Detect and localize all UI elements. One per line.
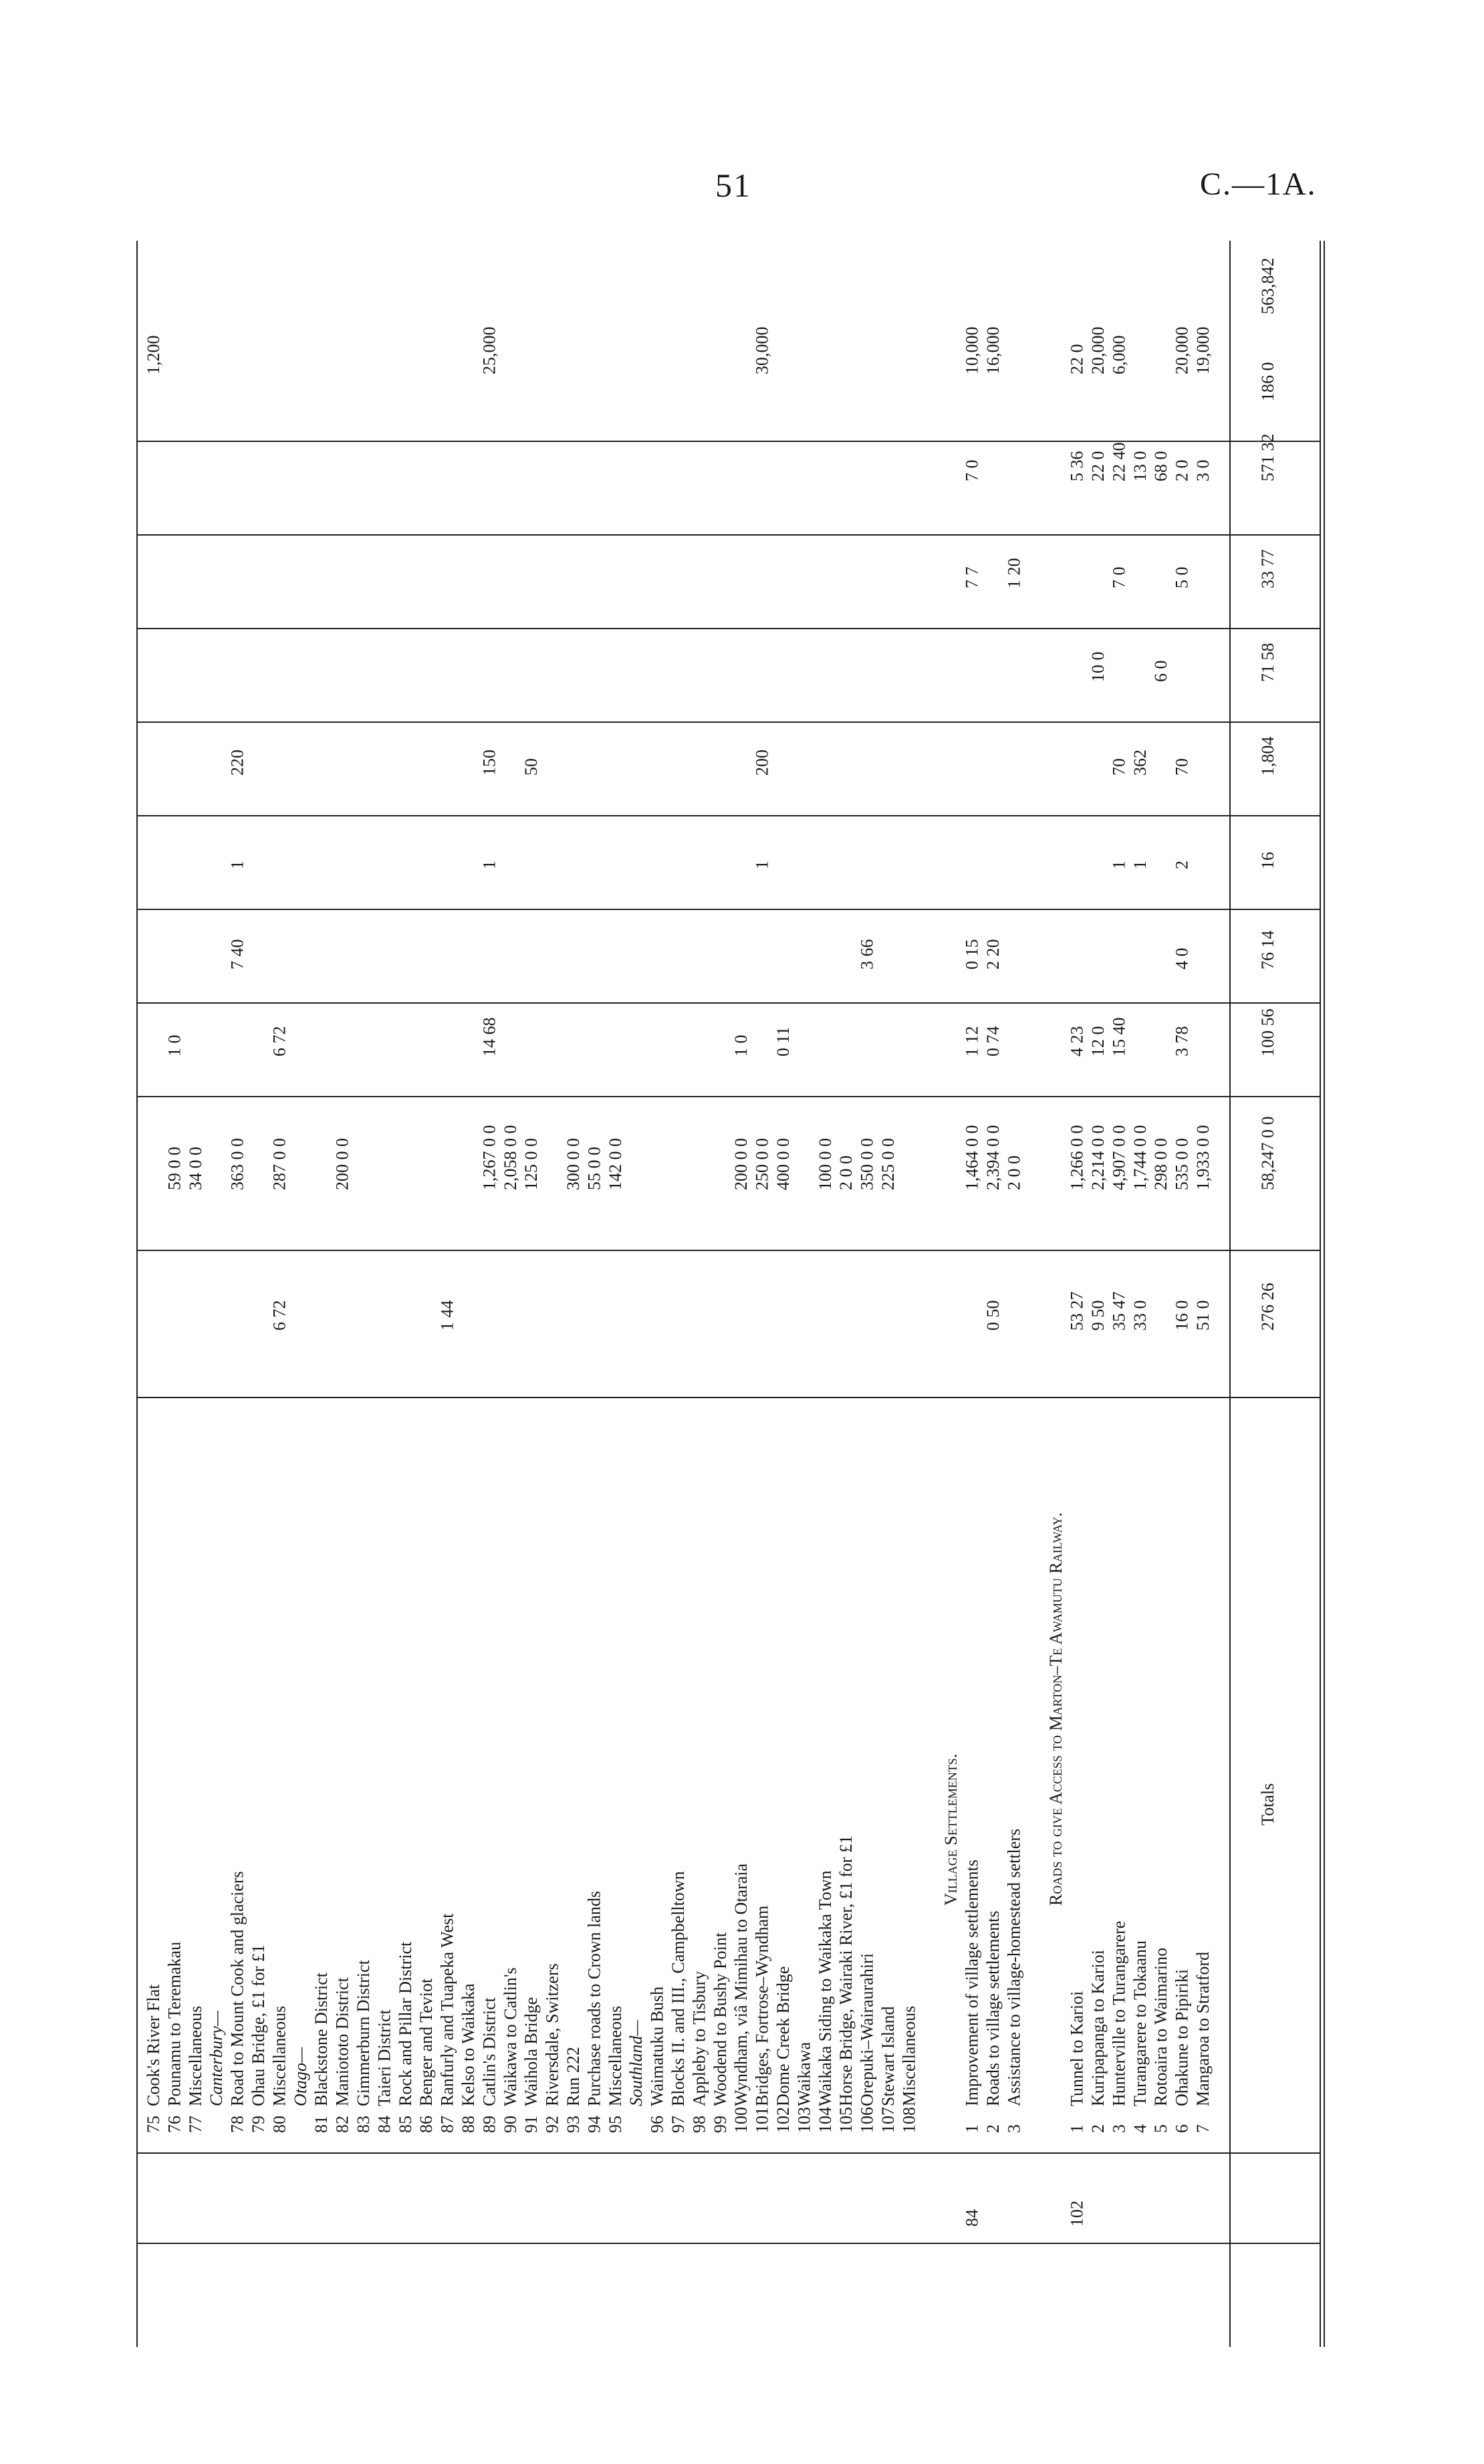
cell-name: Bridges, Fortrose–Wyndham: [752, 1905, 772, 2106]
cell-c1: 0 50: [983, 1300, 1003, 1331]
cell-c1: 9 50: [1088, 1300, 1108, 1331]
cell-name: Cook's River Flat: [144, 1984, 163, 2106]
cell-c10: 10,000: [962, 326, 982, 374]
cell-c4: 3 66: [857, 939, 877, 970]
cell-no: 84: [374, 2116, 394, 2133]
cell-no: 6: [1172, 2124, 1192, 2133]
table-cells: [144, 258, 1277, 2227]
cell-c2: 2 0 0: [1004, 1155, 1024, 1190]
cell-c4: 4 0: [1172, 947, 1192, 970]
cell-c1: 51 0: [1193, 1300, 1213, 1331]
cell-c2: 59 0 0: [164, 1147, 184, 1190]
rotated-table: [137, 241, 1324, 2347]
cell-c10: 1,200: [144, 335, 163, 374]
cell-c10: 25,000: [479, 326, 499, 374]
totals-c9: 571 32: [1258, 433, 1277, 481]
cell-no: 1: [1067, 2124, 1087, 2133]
cell-c2: 2 0 0: [836, 1155, 856, 1190]
cell-no: 90: [500, 2116, 520, 2133]
cell-name: Kelso to Waikaka: [459, 1983, 478, 2106]
cell-name: Ranfurly and Tuapeka West: [437, 1913, 457, 2106]
cell-no: 78: [227, 2116, 247, 2133]
cell-c9: 3 0: [1193, 459, 1213, 481]
cell-name: Dome Creek Bridge: [773, 1966, 793, 2106]
cell-name: Appleby to Tisbury: [689, 1971, 709, 2106]
cell-c8: 7 7: [962, 566, 982, 588]
cell-no: 91: [521, 2116, 541, 2133]
totals-c7: 71 58: [1258, 643, 1277, 682]
cell-name: Turangarere to Tokaanu: [1130, 1940, 1150, 2106]
cell-name: Waikawa to Catlin's: [500, 1967, 520, 2106]
cell-c5: 1: [752, 861, 772, 869]
cell-c2: 125 0 0: [521, 1138, 541, 1190]
cell-name: Gimmerburn District: [354, 1960, 373, 2106]
cell-no: 102: [773, 2107, 793, 2133]
cell-c6: 220: [227, 750, 247, 776]
cell-c3: 0 74: [983, 1026, 1003, 1056]
cell-name: Improvement of village settlements: [962, 1860, 982, 2106]
cell-name: Taieri District: [374, 2009, 394, 2106]
cell-name: Orepuki–Wairaurahiri: [857, 1953, 877, 2106]
cell-c2: 1,933 0 0: [1193, 1125, 1213, 1190]
cell-c1: 53 27: [1067, 1291, 1087, 1331]
totals-c5: 16: [1258, 852, 1277, 869]
cell-no: 3: [1109, 2124, 1129, 2133]
cell-name: Roads to village settlements: [983, 1910, 1003, 2106]
cell-c1: 6 72: [269, 1300, 289, 1331]
cell-name: Run 222: [564, 2047, 583, 2106]
cell-c3: 12 0: [1088, 1026, 1108, 1056]
document-code: C.—1A.: [1200, 166, 1317, 202]
cell-name: Waihola Bridge: [521, 1997, 541, 2106]
cell-c2: 200 0 0: [731, 1138, 751, 1190]
cell-c9: 5 36: [1067, 451, 1087, 481]
cell-c6: 362: [1130, 750, 1150, 776]
cell-c8: 1 20: [1004, 558, 1024, 588]
cell-c2: 225 0 0: [878, 1138, 898, 1190]
cell-c10: 16,000: [983, 326, 1003, 374]
cell-name: Pounamu to Teremakau: [164, 1941, 184, 2106]
cell-name: Waimatuku Bush: [647, 1986, 667, 2106]
cell-c9: 13 0: [1130, 451, 1150, 481]
cell-no: 100: [731, 2107, 751, 2133]
cell-c10: 22 0: [1067, 344, 1087, 374]
cell-name: Hunterville to Turangarere: [1109, 1920, 1129, 2106]
cell-c2: 363 0 0: [227, 1138, 247, 1190]
cell-no: 88: [459, 2116, 478, 2133]
cell-name: Ohau Bridge, £1 for £1: [249, 1944, 268, 2106]
cell-name: Miscellaneous: [269, 2005, 289, 2106]
cell-no: 2: [1088, 2124, 1108, 2133]
cell-name: Road to Mount Cook and glaciers: [227, 1871, 247, 2106]
totals-c10: 186 0: [1258, 362, 1277, 401]
totals-c1: 276 26: [1258, 1282, 1277, 1331]
cell-c2: 535 0 0: [1172, 1138, 1192, 1190]
cell-v: 84: [962, 2209, 982, 2227]
cell-c5: 1: [1109, 861, 1129, 869]
cell-c2: 4,907 0 0: [1109, 1125, 1129, 1190]
cell-c10: 20,000: [1172, 326, 1192, 374]
cell-c3: 4 23: [1067, 1026, 1087, 1056]
cell-c4: 2 20: [983, 939, 1003, 970]
cell-no: 105: [836, 2107, 856, 2133]
cell-name: Miscellaneous: [899, 2005, 919, 2106]
cell-c2: 2,214 0 0: [1088, 1125, 1108, 1190]
cell-name: Rotoaira to Waimarino: [1151, 1947, 1171, 2106]
cell-c10: 30,000: [752, 326, 772, 374]
cell-c5: 1: [227, 861, 247, 869]
totals-c4: 76 14: [1258, 930, 1277, 970]
cell-c2: 55 0 0: [584, 1147, 604, 1190]
cell-c3: 1 0: [731, 1034, 751, 1056]
cell-c2: 2,394 0 0: [983, 1125, 1003, 1190]
cell-c9: 22 0: [1088, 451, 1108, 481]
cell-c2: 1,266 0 0: [1067, 1125, 1087, 1190]
cell-c2: 350 0 0: [857, 1138, 877, 1190]
cell-c2: 400 0 0: [773, 1138, 793, 1190]
cell-c10: 19,000: [1193, 326, 1213, 374]
cell-c2: 298 0 0: [1151, 1138, 1171, 1190]
cell-c6: 200: [752, 750, 772, 776]
cell-no: 81: [312, 2116, 332, 2133]
cell-c10: 20,000: [1088, 326, 1108, 374]
cell-no: 97: [668, 2116, 688, 2133]
cell-c2: 1,267 0 0: [479, 1125, 499, 1190]
cell-name: Catlin's District: [479, 1997, 499, 2106]
cell-c2: 100 0 0: [815, 1138, 835, 1190]
cell-c6: 70: [1109, 758, 1129, 776]
cell-name: Otago—: [290, 2047, 310, 2106]
cell-name: Maniototo District: [332, 1977, 352, 2106]
totals-c3: 100 56: [1258, 1008, 1277, 1056]
totals-c8: 33 77: [1258, 549, 1277, 588]
cell-name: Horse Bridge, Wairaki River, £1 for £1: [836, 1835, 856, 2106]
cell-no: 75: [144, 2116, 163, 2133]
cell-c8: 7 0: [1109, 566, 1129, 588]
cell-no: 107: [878, 2107, 898, 2133]
cell-no: 92: [542, 2116, 562, 2133]
totals-c2: 58,247 0 0: [1258, 1116, 1277, 1190]
cell-c1: 35 47: [1109, 1291, 1129, 1331]
cell-c6: 70: [1172, 758, 1192, 776]
cell-no: 4: [1130, 2124, 1150, 2133]
cell-name: Wyndham, viâ Mimihau to Otaraia: [731, 1863, 751, 2106]
cell-c6: 50: [521, 758, 541, 776]
cell-c8: 5 0: [1172, 566, 1192, 588]
cell-name: Kuripapanga to Karioi: [1088, 1950, 1108, 2106]
cell-no: 103: [794, 2107, 814, 2133]
totals-label: Totals: [1258, 1783, 1277, 1825]
cell-no: 95: [605, 2116, 625, 2133]
cell-c1: 33 0: [1130, 1300, 1150, 1331]
cell-c2: 300 0 0: [564, 1138, 583, 1190]
cell-name: Blackstone District: [312, 1972, 332, 2106]
cell-c5: 1: [479, 861, 499, 869]
cell-c2: 1,744 0 0: [1130, 1125, 1150, 1190]
cell-c7: 6 0: [1151, 660, 1171, 682]
cell-name: Tunnel to Karioi: [1067, 1991, 1087, 2106]
cell-c2: 2,058 0 0: [500, 1125, 520, 1190]
cell-c3: 3 78: [1172, 1026, 1192, 1056]
cell-name: Village Settlements.: [941, 1753, 961, 1906]
cell-c1: 1 44: [437, 1300, 457, 1331]
cell-c4: 7 40: [227, 939, 247, 970]
cell-no: 80: [269, 2116, 289, 2133]
cell-c7: 10 0: [1088, 651, 1108, 682]
cell-no: 89: [479, 2116, 499, 2133]
cell-name: Waikawa: [794, 2041, 814, 2106]
cell-no: 85: [395, 2116, 415, 2133]
cell-name: Miscellaneous: [185, 2005, 205, 2106]
cell-c3: 6 72: [269, 1026, 289, 1056]
cell-name: Assistance to village-homestead settlers: [1004, 1828, 1024, 2106]
cell-no: 87: [437, 2116, 457, 2133]
cell-no: 83: [354, 2116, 373, 2133]
cell-c5: 1: [1130, 861, 1150, 869]
cell-c1: 16 0: [1172, 1300, 1192, 1331]
cell-name: Rock and Pillar District: [395, 1941, 415, 2106]
cell-c9: 2 0: [1172, 459, 1192, 481]
cell-name: Woodend to Bushy Point: [710, 1932, 730, 2106]
cell-no: 82: [332, 2116, 352, 2133]
cell-no: 101: [752, 2107, 772, 2133]
cell-c6: 150: [479, 750, 499, 776]
cell-no: 86: [416, 2116, 437, 2133]
cell-no: 94: [584, 2116, 604, 2133]
cell-c2: 287 0 0: [269, 1138, 289, 1190]
cell-c3: 14 68: [479, 1017, 499, 1056]
cell-name: Roads to give Access to Marton–Te Awamutu Railway.: [1046, 1512, 1066, 1906]
cell-c2: 250 0 0: [752, 1138, 772, 1190]
cell-c2: 1,464 0 0: [962, 1125, 982, 1190]
cell-c3: 0 11: [773, 1026, 793, 1056]
cell-c4: 0 15: [962, 939, 982, 970]
cell-c3: 1 0: [164, 1034, 184, 1056]
cell-c9: 22 40: [1109, 442, 1129, 481]
cell-name: Southland—: [626, 2020, 646, 2106]
cell-name: Ohakune to Pipiriki: [1172, 1969, 1192, 2106]
cell-no: 3: [1004, 2124, 1024, 2133]
cell-no: 2: [983, 2124, 1003, 2133]
cell-name: Miscellaneous: [605, 2005, 625, 2106]
cell-c5: 2: [1172, 861, 1192, 869]
cell-c3: 1 12: [962, 1026, 982, 1056]
cell-c3: 15 40: [1109, 1017, 1129, 1056]
cell-c10: 6,000: [1109, 335, 1129, 374]
cell-c2: 200 0 0: [332, 1138, 352, 1190]
cell-c9: 68 0: [1151, 451, 1171, 481]
cell-c2: 34 0 0: [185, 1147, 205, 1190]
cell-no: 77: [185, 2116, 205, 2133]
cell-name: Purchase roads to Crown lands: [584, 1890, 604, 2106]
cell-no: 1: [962, 2124, 982, 2133]
cell-name: Mangaroa to Stratford: [1193, 1951, 1213, 2106]
cell-no: 79: [249, 2116, 268, 2133]
cell-c9: 7 0: [962, 459, 982, 481]
page-number: 51: [715, 166, 751, 204]
cell-c2: 142 0 0: [605, 1138, 625, 1190]
cell-name: Stewart Island: [878, 2006, 898, 2106]
cell-no: 108: [899, 2107, 919, 2133]
cell-no: 93: [564, 2116, 583, 2133]
cell-name: Waikaka Siding to Waikaka Town: [815, 1870, 835, 2106]
cell-name: Blocks II. and III., Campbelltown: [668, 1871, 688, 2106]
cell-no: 106: [857, 2107, 877, 2133]
cell-no: 96: [647, 2116, 667, 2133]
cell-no: 5: [1151, 2124, 1171, 2133]
totals-c6: 1,804: [1258, 736, 1277, 776]
cell-no: 99: [710, 2116, 730, 2133]
cell-name: Benger and Teviot: [416, 1978, 437, 2106]
cell-no: 76: [164, 2116, 184, 2133]
cell-name: Riversdale, Switzers: [542, 1963, 562, 2106]
cell-name: Canterbury—: [207, 2011, 227, 2106]
totals-c11: 563,842: [1258, 257, 1277, 314]
cell-v: 102: [1067, 2201, 1087, 2227]
cell-no: 7: [1193, 2124, 1213, 2133]
cell-no: 104: [815, 2107, 835, 2133]
cell-no: 98: [689, 2116, 709, 2133]
